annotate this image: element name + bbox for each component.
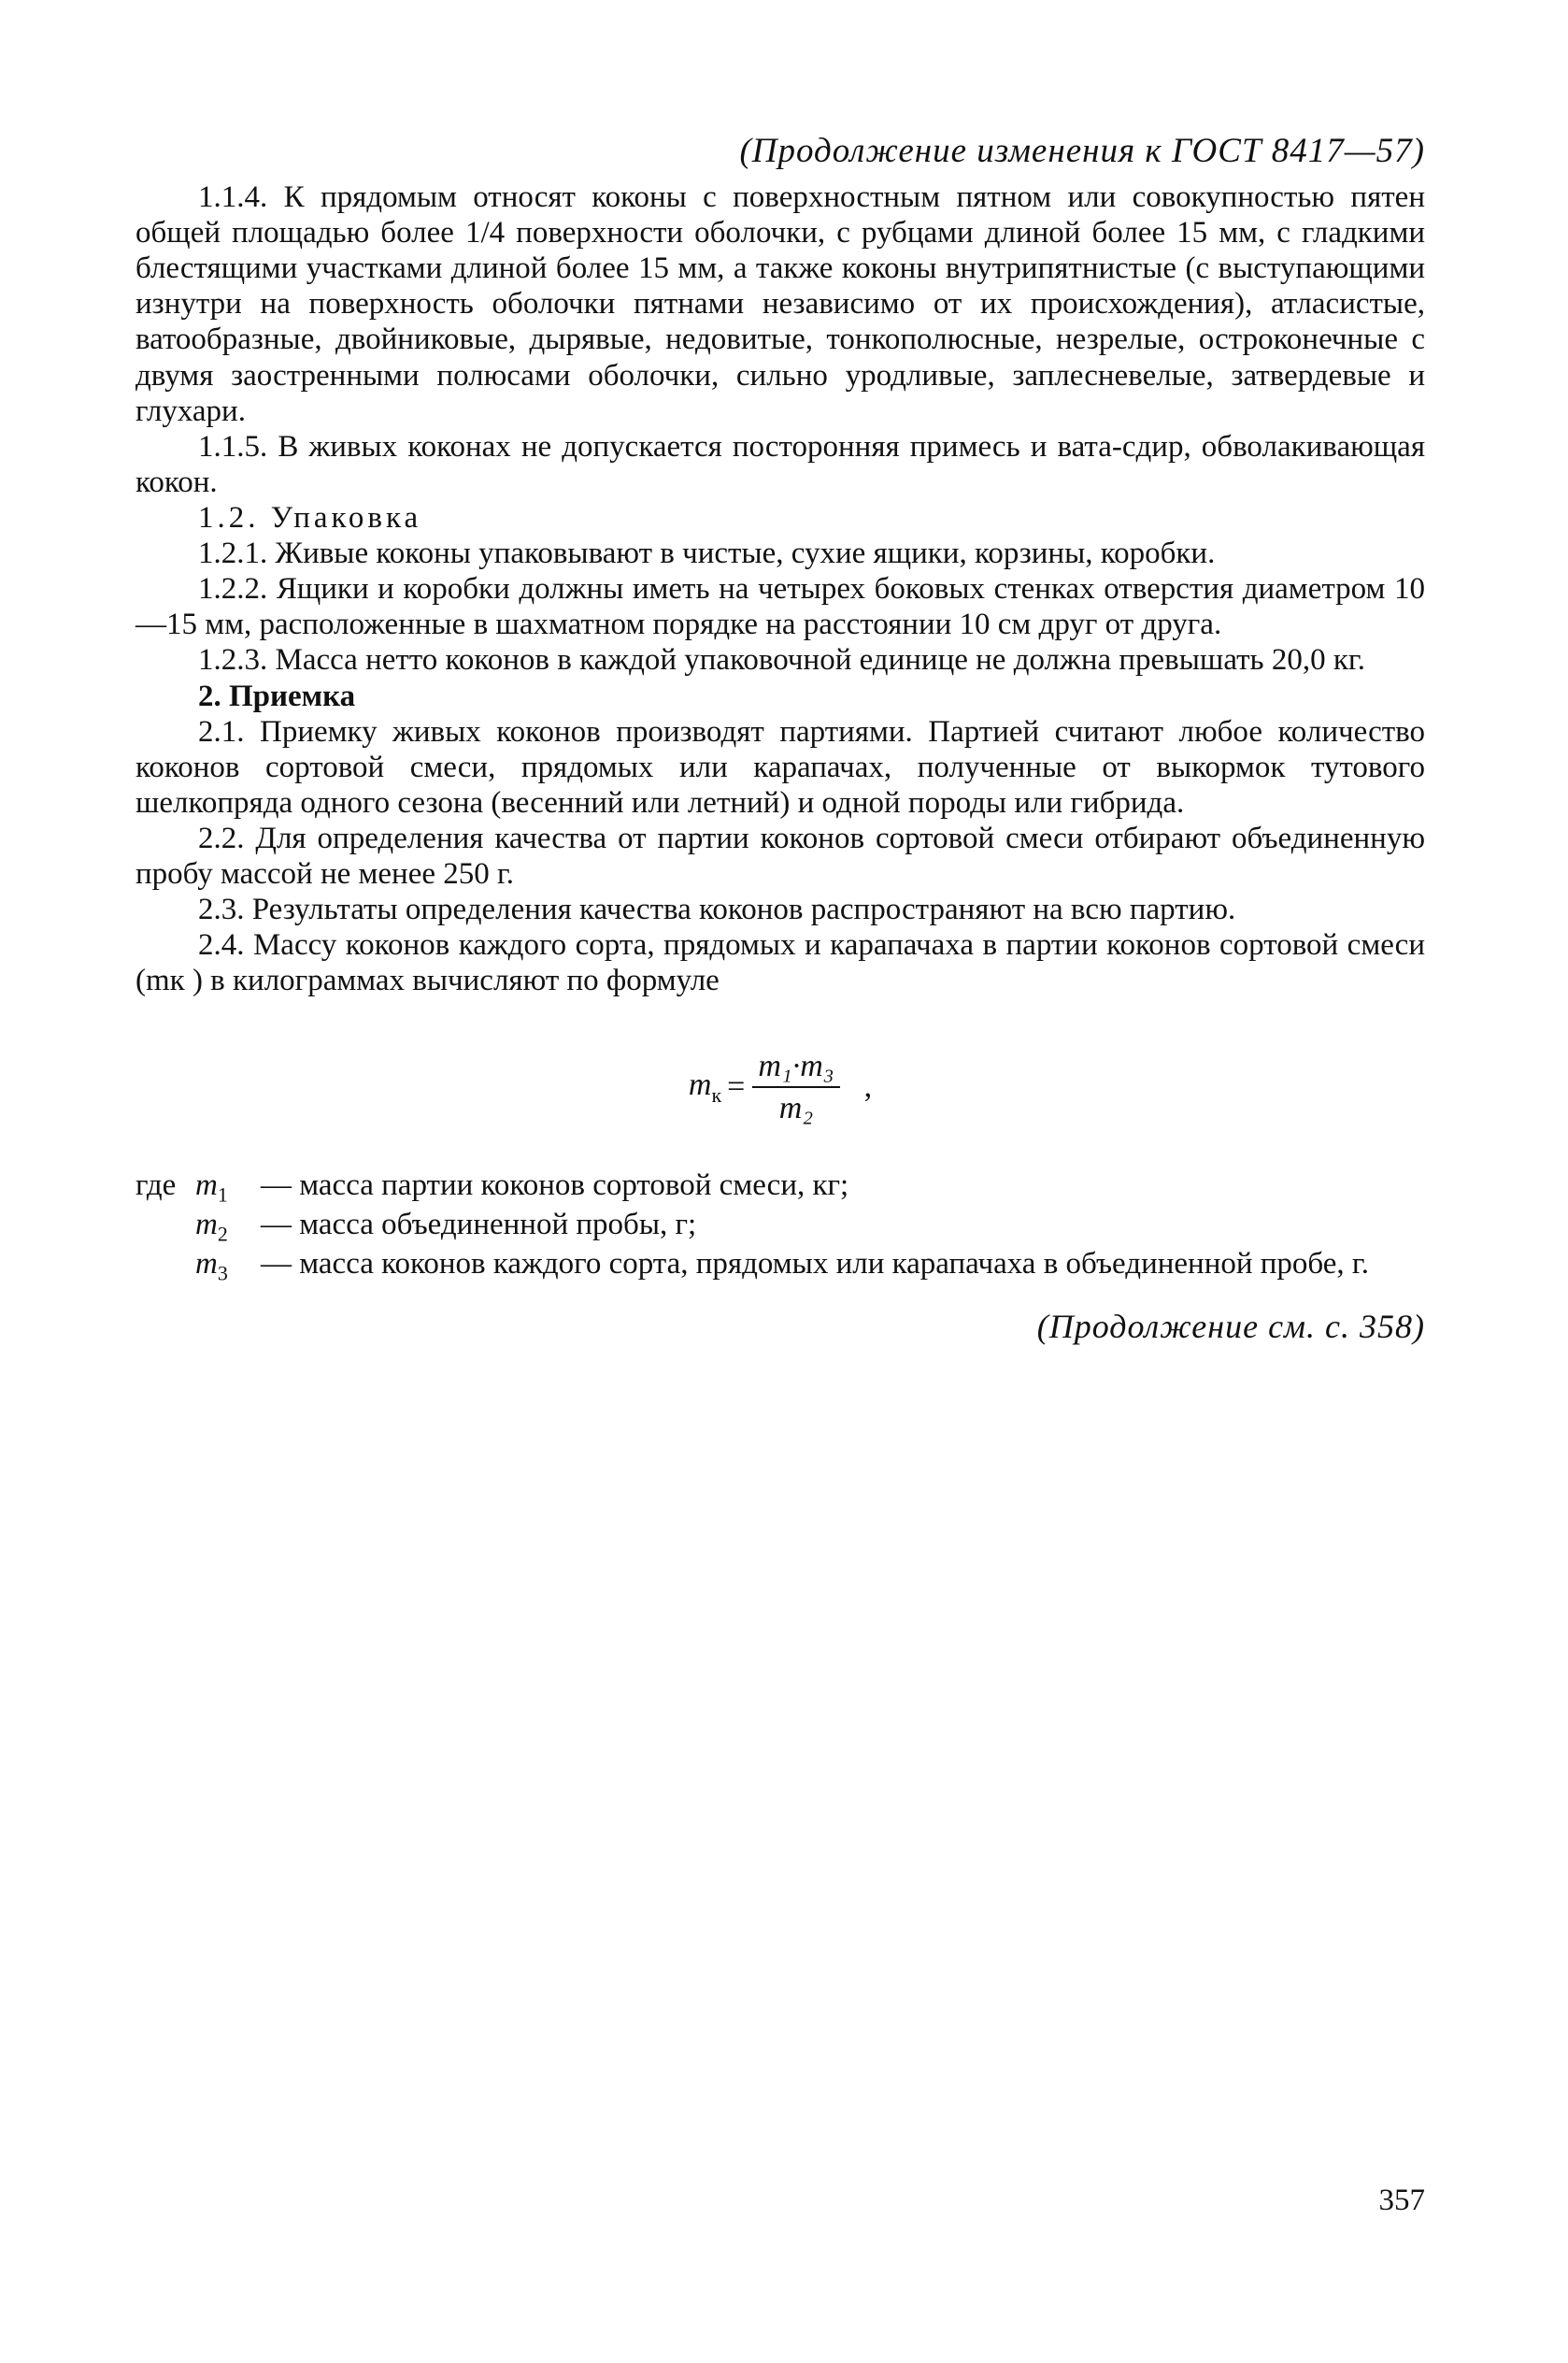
formula-equals: = [727, 1069, 746, 1105]
legend-symbol-m3: $m_3$ [195, 1247, 228, 1285]
mass-formula [135, 1048, 1425, 1127]
legend-text-m2: — масса объединенной пробы, г; [261, 1208, 697, 1242]
section-heading-acceptance: 2. Приемка [198, 679, 356, 713]
document-page [135, 0, 1425, 2363]
clause-2-3: 2.3. Результаты определения качества коконов распространяют на всю партию. [198, 893, 1236, 927]
formula-fraction [752, 1048, 839, 1127]
legend-lead-empty [135, 1207, 195, 1246]
formula-lhs: $m_к$ [688, 1067, 722, 1107]
clause-1-1-5: 1.1.5. В живых коконах не допускается посторонняя примесь и вата-сдир, обволакивающая кокон. [135, 429, 1425, 499]
formula-legend [135, 1167, 1425, 1285]
legend-lead: где [135, 1168, 177, 1203]
formula-denominator: m₂ [778, 1090, 814, 1125]
page-number: 357 [1378, 2184, 1425, 2217]
legend-symbol-m1: $m_1$ [195, 1168, 228, 1207]
clause-1-2-3: 1.2.3. Масса нетто коконов в каждой упаковочной единице не должна превышать 20,0 кг. [198, 643, 1365, 678]
clause-2-2: 2.2. Для определения качества от партии коконов сортовой смеси отбирают объединенную пробу массой не менее 250 г. [135, 821, 1425, 892]
continuation-note: (Продолжение см. с. 358) [1036, 1308, 1425, 1346]
legend-lead-empty [135, 1246, 195, 1285]
legend-text-m1: — масса партии коконов сортовой смеси, кг; [261, 1168, 849, 1203]
clause-1-1-4: 1.1.4. К прядомым относят коконы с поверхностным пятном или совокупностью пятен общей площадью более 1/4 поверхности оболочки, с рубцами длиной более 15 мм, с гладкими блестящими участками длиной более 15 мм, а также коконы внутрипятнистые (с выступающими изнутри на поверхность оболочки пятнами независимо от их происхождения), атласистые, ватообразные, двойниковые, дырявые, недовитые, тонкополюсные, незрелые, остроконечные с двумя заостренными полюсами оболочки, сильно уродливые, заплесневелые, затвердевые и глухари. [135, 180, 1425, 428]
legend-text-m3: — масса коконов каждого сорта, прядомых или карапачаха в объединенной пробе, г. [261, 1247, 1369, 1282]
legend-symbol-m2: $m_2$ [195, 1208, 228, 1246]
section-heading-packaging: 1.2. Упаковка [198, 500, 422, 535]
formula-trailing-comma: , [863, 1069, 873, 1105]
formula-numerator: m₁·m₃ [752, 1048, 839, 1088]
clause-1-2-2: 1.2.2. Ящики и коробки должны иметь на четырех боковых стенках отверстия диаметром 10—15 мм, расположенные в шахматном порядке на расстоянии 10 см друг от друга. [135, 572, 1425, 642]
clause-2-4: 2.4. Массу коконов каждого сорта, прядомых и карапачаха в партии коконов сортовой смеси (mк ) в килограммах вычисляют по формуле [135, 928, 1425, 998]
clause-2-1: 2.1. Приемку живых коконов производят партиями. Партией считают любое количество коконов сортовой смеси, прядомых или карапачах, полученные от выкормок тутового шелкопряда одного сезона (весенний или летний) и одной породы или гибрида. [135, 714, 1425, 820]
clause-1-2-1: 1.2.1. Живые коконы упаковывают в чистые, сухие ящики, корзины, коробки. [198, 537, 1216, 571]
continuation-header: (Продолжение изменения к ГОСТ 8417—57) [739, 132, 1425, 170]
document-body [135, 179, 1425, 1347]
